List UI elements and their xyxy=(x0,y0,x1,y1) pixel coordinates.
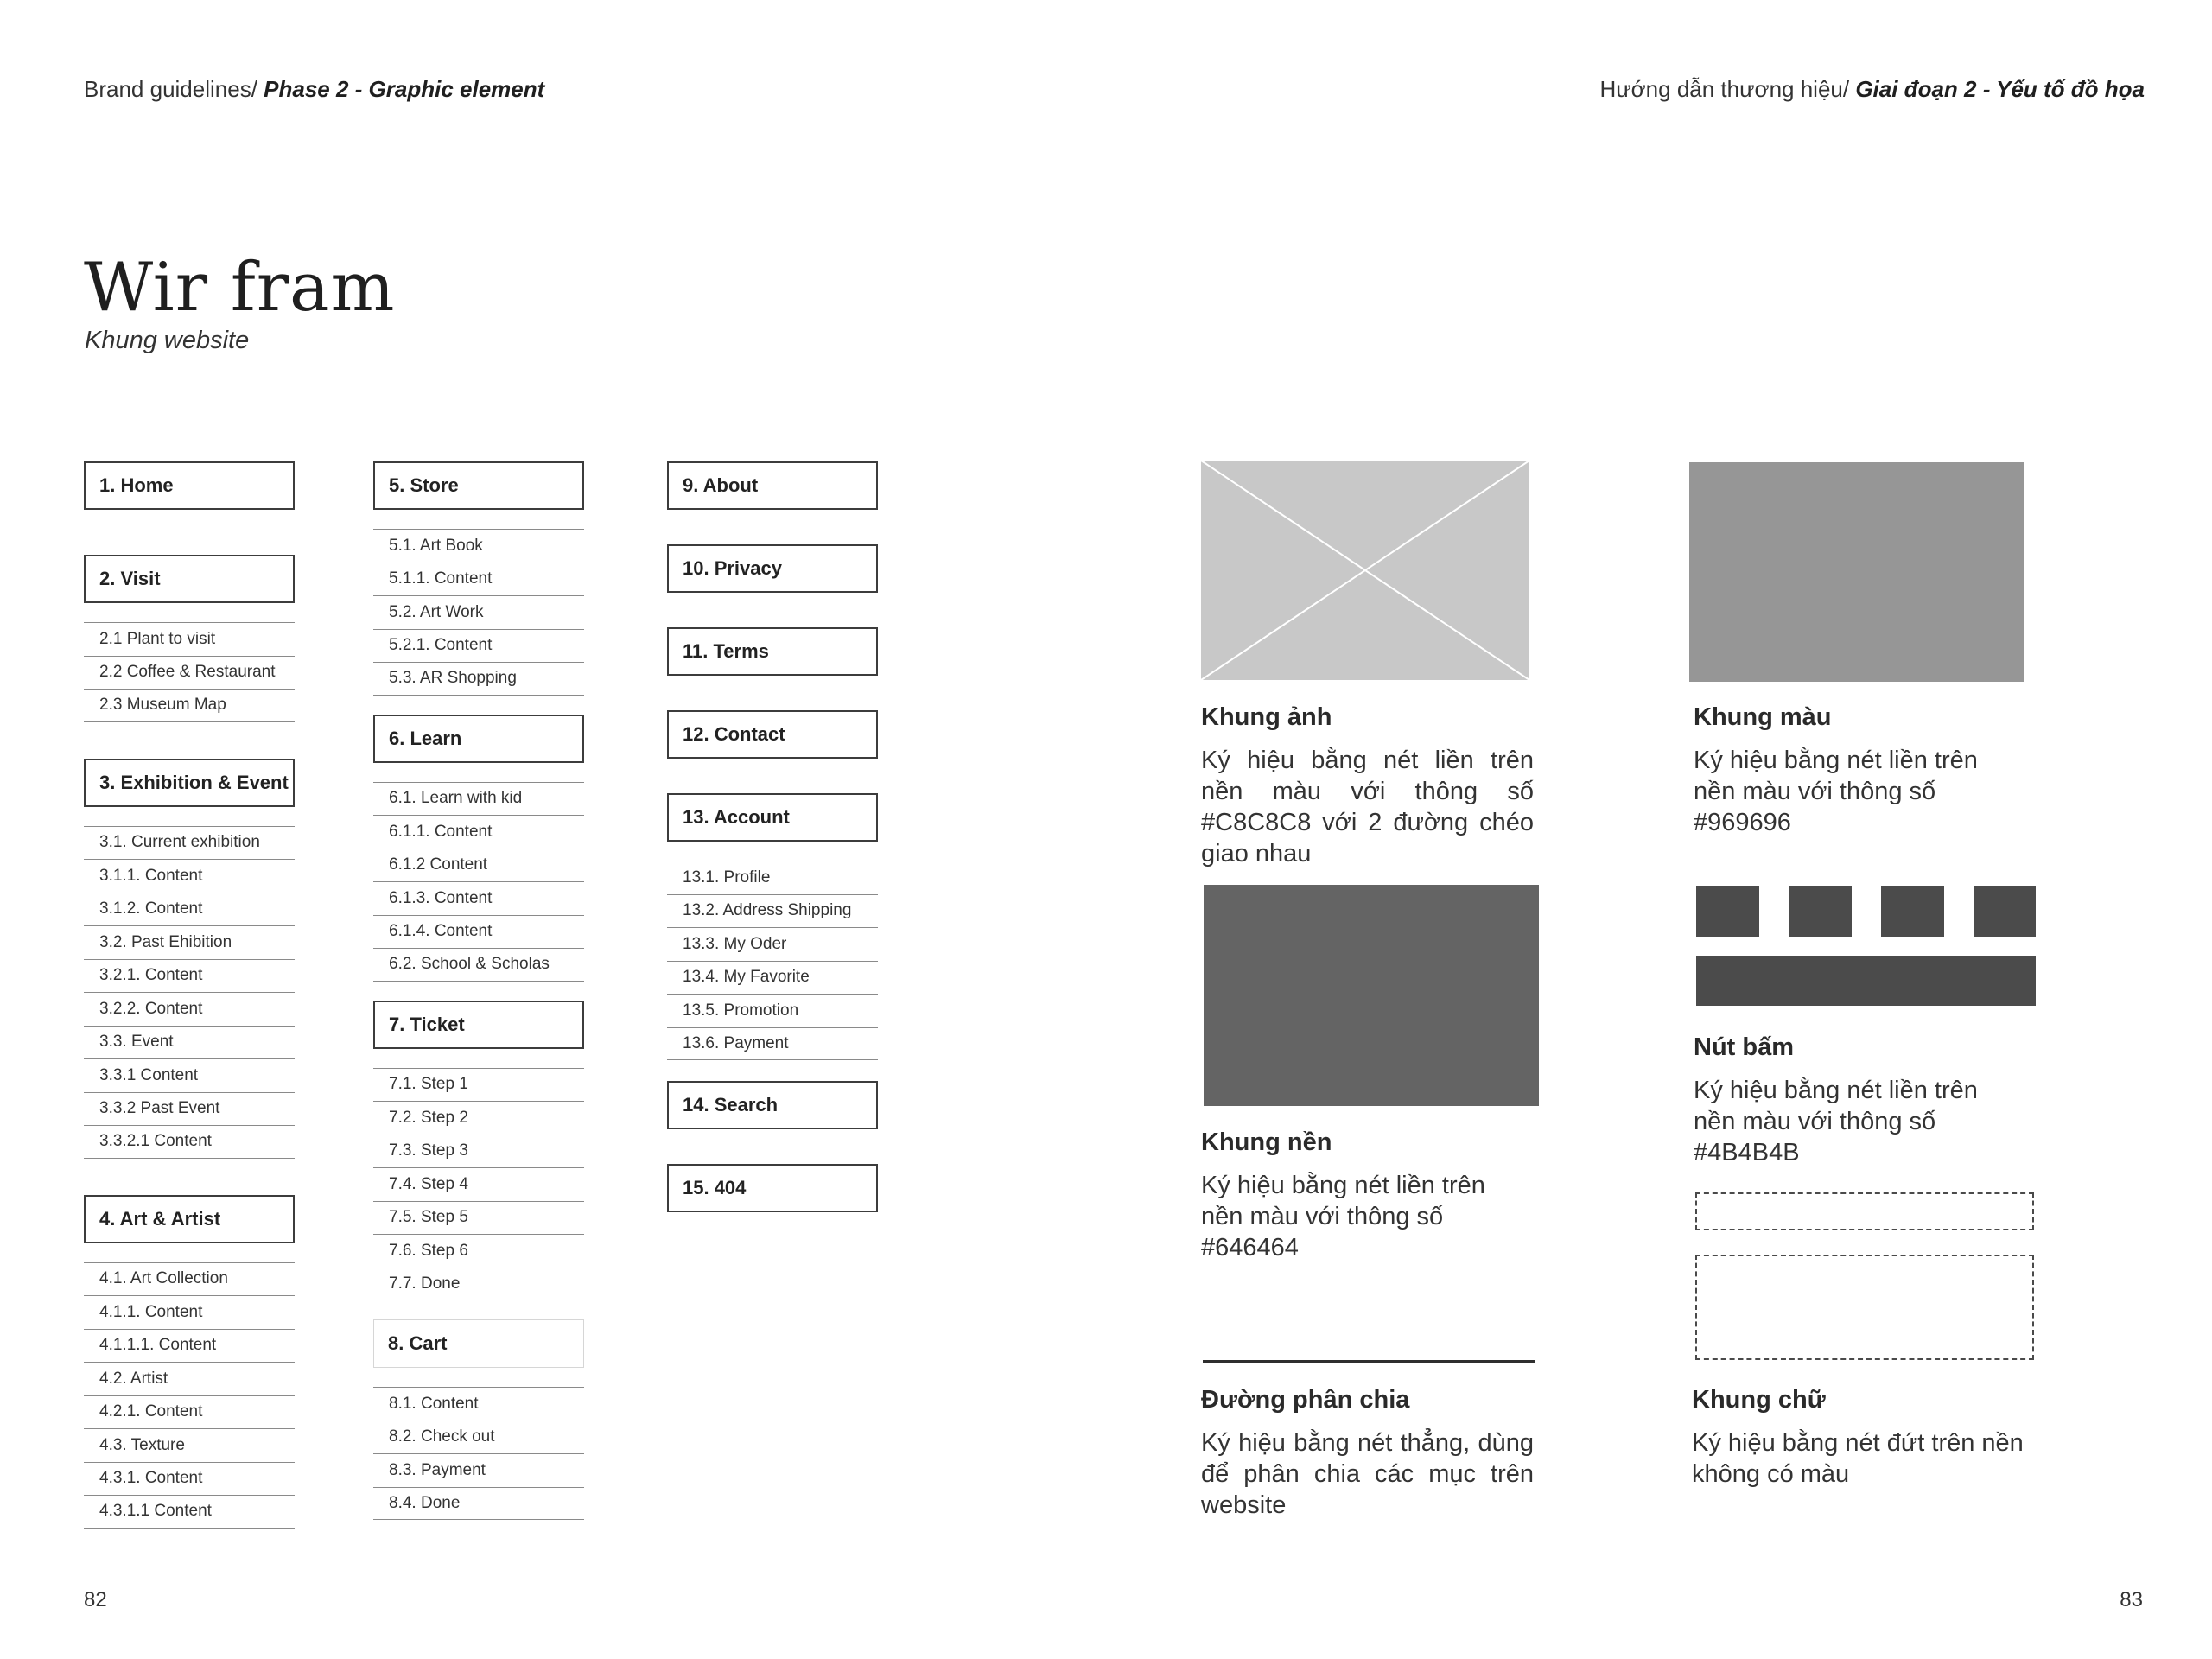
sitemap-subitem: 2.3 Museum Map xyxy=(84,689,295,722)
button-swatch-small-3 xyxy=(1881,886,1944,937)
sitemap-subitem: 5.1. Art Book xyxy=(373,529,584,563)
sitemap-subitem: 13.5. Promotion xyxy=(667,994,878,1027)
sitemap-subitem-list xyxy=(84,826,295,1159)
divider-desc: Ký hiệu bằng nét thẳng, dùng để phân chia các mục trên website xyxy=(1201,1429,1534,1519)
sitemap-section xyxy=(84,1195,295,1529)
sitemap-subitem: 5.1.1. Content xyxy=(373,563,584,596)
sitemap-section-title: 3. Exhibition & Event xyxy=(84,759,295,807)
sitemap-subitem: 2.1 Plant to visit xyxy=(84,622,295,656)
sitemap-subitem: 7.6. Step 6 xyxy=(373,1234,584,1268)
sitemap-subitem: 6.1.1. Content xyxy=(373,815,584,849)
sitemap-section-title: 10. Privacy xyxy=(667,544,878,593)
sitemap-subitem: 3.1.2. Content xyxy=(84,893,295,926)
button-title: Nút bấm xyxy=(1694,1033,1794,1061)
sitemap-subitem: 4.3.1.1 Content xyxy=(84,1495,295,1529)
sitemap-subitem: 5.2. Art Work xyxy=(373,595,584,629)
sitemap-column-3 xyxy=(667,461,878,1247)
sitemap-section xyxy=(667,1081,878,1129)
color-frame-title: Khung màu xyxy=(1694,703,1832,731)
button-swatch-wide xyxy=(1696,956,2036,1006)
sitemap-subitem-list xyxy=(373,1387,584,1520)
sitemap-subitem: 5.3. AR Shopping xyxy=(373,662,584,696)
header-left-phase: Phase 2 - Graphic element xyxy=(264,76,545,102)
text-frame-sample-large xyxy=(1695,1255,2034,1360)
sitemap-subitem-list xyxy=(373,529,584,696)
sitemap-subitem: 6.1.2 Content xyxy=(373,849,584,882)
sitemap-subitem: 3.2.1. Content xyxy=(84,959,295,993)
sitemap-subitem: 7.1. Step 1 xyxy=(373,1068,584,1102)
sitemap-subitem: 2.2 Coffee & Restaurant xyxy=(84,656,295,690)
sitemap-subitem: 8.1. Content xyxy=(373,1387,584,1421)
sitemap-section xyxy=(84,759,295,1159)
sitemap-section-title: 6. Learn xyxy=(373,715,584,763)
sitemap-section xyxy=(373,1001,584,1301)
sitemap-subitem: 4.1. Art Collection xyxy=(84,1262,295,1296)
button-swatch-small-1 xyxy=(1696,886,1759,937)
sitemap-subitem-list xyxy=(373,1068,584,1301)
sitemap-subitem: 3.3. Event xyxy=(84,1026,295,1059)
sitemap-section-title: 11. Terms xyxy=(667,627,878,676)
sitemap-subitem: 6.2. School & Scholas xyxy=(373,948,584,982)
page-number-left: 82 xyxy=(84,1588,107,1611)
sitemap-subitem: 8.2. Check out xyxy=(373,1421,584,1454)
image-frame-desc: Ký hiệu bằng nét liền trên nền màu với thông số #C8C8C8 với 2 đường chéo giao nhau xyxy=(1201,747,1534,868)
background-frame-title: Khung nền xyxy=(1201,1128,1332,1156)
sitemap-subitem: 3.3.2.1 Content xyxy=(84,1125,295,1159)
page-title: Wir fram xyxy=(84,249,396,327)
header-left-prefix: Brand guidelines/ xyxy=(84,76,264,102)
sitemap-subitem: 7.4. Step 4 xyxy=(373,1167,584,1201)
sitemap-subitem: 3.2.2. Content xyxy=(84,992,295,1026)
sitemap-subitem: 13.3. My Oder xyxy=(667,927,878,961)
sitemap-section xyxy=(373,715,584,982)
image-frame-placeholder xyxy=(1201,461,1529,680)
sitemap-section xyxy=(84,461,295,510)
sitemap-subitem: 13.2. Address Shipping xyxy=(667,894,878,928)
sitemap-subitem: 4.1.1.1. Content xyxy=(84,1329,295,1363)
image-frame-title: Khung ảnh xyxy=(1201,703,1332,731)
sitemap-subitem: 4.2.1. Content xyxy=(84,1395,295,1429)
background-frame-desc: Ký hiệu bằng nét liền trên nền màu với thông số #646464 xyxy=(1201,1172,1485,1262)
sitemap-section-title: 9. About xyxy=(667,461,878,510)
sitemap-section xyxy=(84,555,295,722)
sitemap-section-title: 14. Search xyxy=(667,1081,878,1129)
sitemap-subitem-list xyxy=(373,782,584,982)
sitemap-subitem: 6.1.4. Content xyxy=(373,915,584,949)
sitemap-subitem: 8.3. Payment xyxy=(373,1453,584,1487)
sitemap-subitem: 3.3.1 Content xyxy=(84,1058,295,1092)
sitemap-subitem: 6.1.3. Content xyxy=(373,881,584,915)
page-number-right: 83 xyxy=(2120,1588,2143,1611)
sitemap-section-title: 2. Visit xyxy=(84,555,295,603)
button-desc: Ký hiệu bằng nét liền trên nền màu với thông số #4B4B4B xyxy=(1694,1077,1978,1166)
button-swatch-small-4 xyxy=(1974,886,2036,937)
sitemap-section xyxy=(667,1164,878,1212)
sitemap-section xyxy=(373,461,584,696)
sitemap-subitem-list xyxy=(84,1262,295,1529)
sitemap-section-title: 4. Art & Artist xyxy=(84,1195,295,1243)
sitemap-subitem: 4.2. Artist xyxy=(84,1362,295,1395)
page-subtitle: Khung website xyxy=(85,327,250,354)
sitemap-subitem: 13.4. My Favorite xyxy=(667,961,878,995)
color-frame-swatch xyxy=(1689,462,2024,682)
sitemap-section xyxy=(667,461,878,510)
sitemap-subitem: 5.2.1. Content xyxy=(373,629,584,663)
sitemap-section xyxy=(667,627,878,676)
sitemap-section xyxy=(667,710,878,759)
sitemap-subitem: 13.6. Payment xyxy=(667,1027,878,1061)
header-left xyxy=(84,76,544,103)
sitemap-subitem: 4.1.1. Content xyxy=(84,1295,295,1329)
sitemap-section-title: 13. Account xyxy=(667,793,878,842)
sitemap-subitem: 3.1.1. Content xyxy=(84,859,295,893)
divider-sample xyxy=(1203,1360,1535,1363)
sitemap-column-1 xyxy=(84,461,295,1565)
sitemap-subitem: 6.1. Learn with kid xyxy=(373,782,584,816)
background-frame-swatch xyxy=(1204,885,1539,1106)
header-right-phase: Giai đoạn 2 - Yếu tố đồ họa xyxy=(1855,76,2145,102)
sitemap-subitem: 7.5. Step 5 xyxy=(373,1201,584,1235)
sitemap-subitem: 4.3. Texture xyxy=(84,1428,295,1462)
sitemap-subitem: 3.3.2 Past Event xyxy=(84,1092,295,1126)
sitemap-section-title: 12. Contact xyxy=(667,710,878,759)
sitemap-subitem-list xyxy=(667,861,878,1060)
sitemap-subitem: 7.2. Step 2 xyxy=(373,1101,584,1135)
sitemap-subitem: 8.4. Done xyxy=(373,1487,584,1521)
sitemap-section xyxy=(667,544,878,593)
text-frame-desc: Ký hiệu bằng nét đứt trên nền không có màu xyxy=(1692,1429,2024,1488)
sitemap-section-title: 15. 404 xyxy=(667,1164,878,1212)
sitemap-subitem: 13.1. Profile xyxy=(667,861,878,894)
header-right xyxy=(1599,76,2145,103)
text-frame-sample-small xyxy=(1695,1192,2034,1230)
sitemap-subitem: 3.2. Past Ehibition xyxy=(84,925,295,959)
sitemap-subitem-list xyxy=(84,622,295,722)
sitemap-section-title: 1. Home xyxy=(84,461,295,510)
divider-title: Đường phân chia xyxy=(1201,1386,1410,1414)
text-frame-title: Khung chữ xyxy=(1692,1386,1826,1414)
sitemap-section xyxy=(667,793,878,1060)
sitemap-section-title: 7. Ticket xyxy=(373,1001,584,1049)
button-swatch-small-2 xyxy=(1789,886,1852,937)
sitemap-subitem: 3.1. Current exhibition xyxy=(84,826,295,860)
sitemap-section xyxy=(373,1319,584,1520)
header-right-prefix: Hướng dẫn thương hiệu/ xyxy=(1599,76,1856,102)
color-frame-desc: Ký hiệu bằng nét liền trên nền màu với thông số #969696 xyxy=(1694,747,1978,836)
sitemap-subitem: 4.3.1. Content xyxy=(84,1462,295,1496)
sitemap-section-title: 5. Store xyxy=(373,461,584,510)
sitemap-column-2 xyxy=(373,461,584,1539)
sitemap-subitem: 7.3. Step 3 xyxy=(373,1135,584,1168)
sitemap-section-title: 8. Cart xyxy=(373,1319,584,1368)
sitemap-subitem: 7.7. Done xyxy=(373,1268,584,1301)
